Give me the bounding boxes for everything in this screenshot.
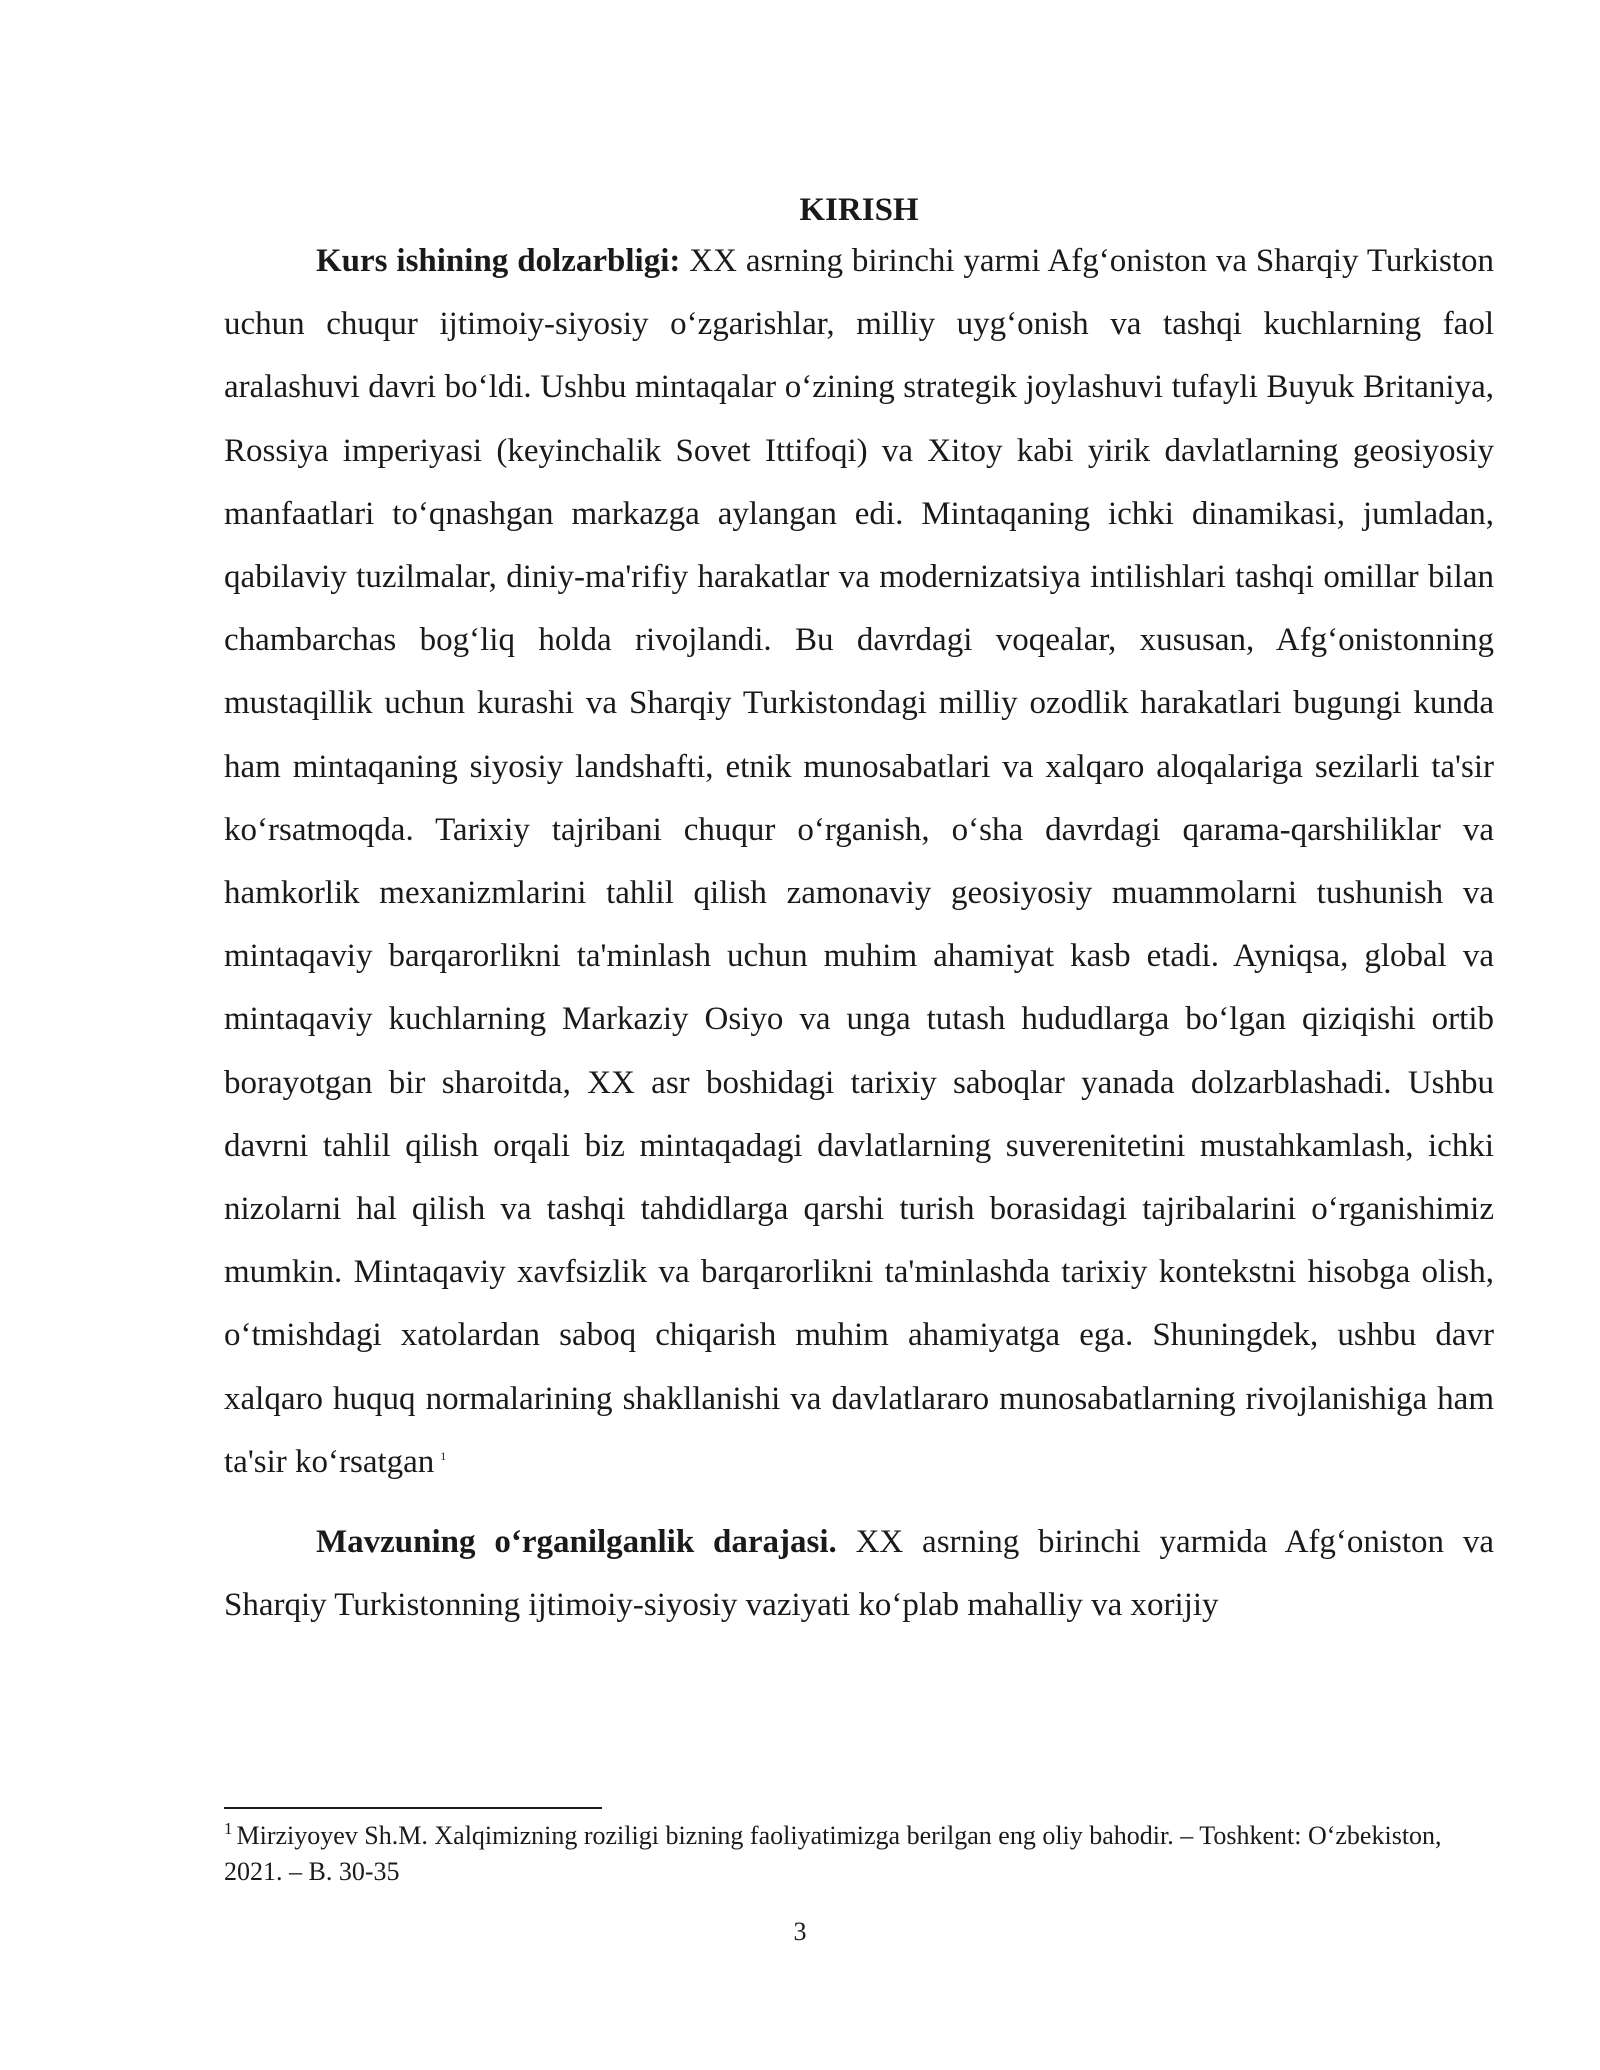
- footnote: [224, 1818, 1464, 1890]
- footnote-reference[interactable]: 1: [440, 1448, 447, 1463]
- footnote-number: 1: [224, 1819, 233, 1839]
- study-degree-paragraph: [224, 1511, 1494, 1637]
- relevance-heading: Kurs ishining dolzarbligi:: [316, 243, 681, 279]
- page-number: 3: [793, 1917, 807, 1946]
- relevance-text: XX asrning birinchi yarmi Afg‘oniston va Sharqiy Turkiston uchun chuqur ijtimoiy-siyosiy o‘zgarishlar, milliy uyg‘onish va tashqi kuchlarning faol aralashuvi davri bo‘ldi. Ushbu mintaqalar o‘zining strategik joylashuvi tufayli Buyuk Britaniya, Rossiya imperiyasi (keyinchalik Sovet Ittifoqi) va Xitoy kabi yirik davlatlarning geosiyosiy manfaatlari to‘qnashgan markazga aylangan edi. Mintaqaning ichki dinamikasi, jumladan, qabilaviy tuzilmalar, diniy-ma'rifiy harakatlar va modernizatsiya intilishlari tashqi omillar bilan chambarchas bog‘liq holda rivojlandi. Bu davrdagi voqealar, xususan, Afg‘onistonning mustaqillik uchun kurashi va Sharqiy Turkistondagi milliy ozodlik harakatlari bugungi kunda ham mintaqaning siyosiy landshafti, etnik munosabatlari va xalqaro aloqalariga sezilarli ta'sir ko‘rsatmoqda. Tarixiy tajribani chuqur o‘rganish, o‘sha davrdagi qarama-qarshiliklar va hamkorlik mexanizmlarini tahlil qilish zamonaviy geosiyosiy muammolarni tushunish va mintaqaviy barqarorlikni ta'minlash uchun muhim ahamiyat kasb etadi. Ayniqsa, global va mintaqaviy kuchlarning Markaziy Osiyo va unga tutash hududlarga bo‘lgan qiziqishi ortib borayotgan bir sharoitda, XX asr boshidagi tarixiy saboqlar yanada dolzarblashadi. Ushbu davrni tahlil qilish orqali biz mintaqadagi davlatlarning suverenitetini mustahkamlash, ichki nizolarni hal qilish va tashqi tahdidlarga qarshi turish borasidagi tajribalarini o‘rganishimiz mumkin. Mintaqaviy xavfsizlik va barqarorlikni ta'minlashda tarixiy kontekstni hisobga olish, o‘tmishdagi xatolardan saboq chiqarish muhim ahamiyatga ega. Shuningdek, ushbu davr xalqaro huquq normalarining shakllanishi va davlatlararo munosabatlarning rivojlanishiga ham ta'sir ko‘rsatgan: [224, 243, 1495, 1480]
- document-body: [224, 190, 1494, 1637]
- study-degree-heading: Mavzuning o‘rganilganlik darajasi.: [316, 1524, 837, 1561]
- section-title: KIRISH: [799, 192, 919, 228]
- footnote-text: Mirziyoyev Sh.M. Xalqimizning roziligi bizning faoliyatimizga berilgan eng oliy bahodir. – Toshkent: O‘zbekiston, 2021. – B. 30-35: [224, 1821, 1442, 1886]
- relevance-paragraph: [224, 230, 1494, 1494]
- footnote-separator: [224, 1807, 602, 1809]
- study-degree-text: XX asrning birinchi yarmida Afg‘oniston va Sharqiy Turkistonning ijtimoiy-siyosiy vaziyati ko‘plab mahalliy va xorijiy: [224, 1524, 1495, 1624]
